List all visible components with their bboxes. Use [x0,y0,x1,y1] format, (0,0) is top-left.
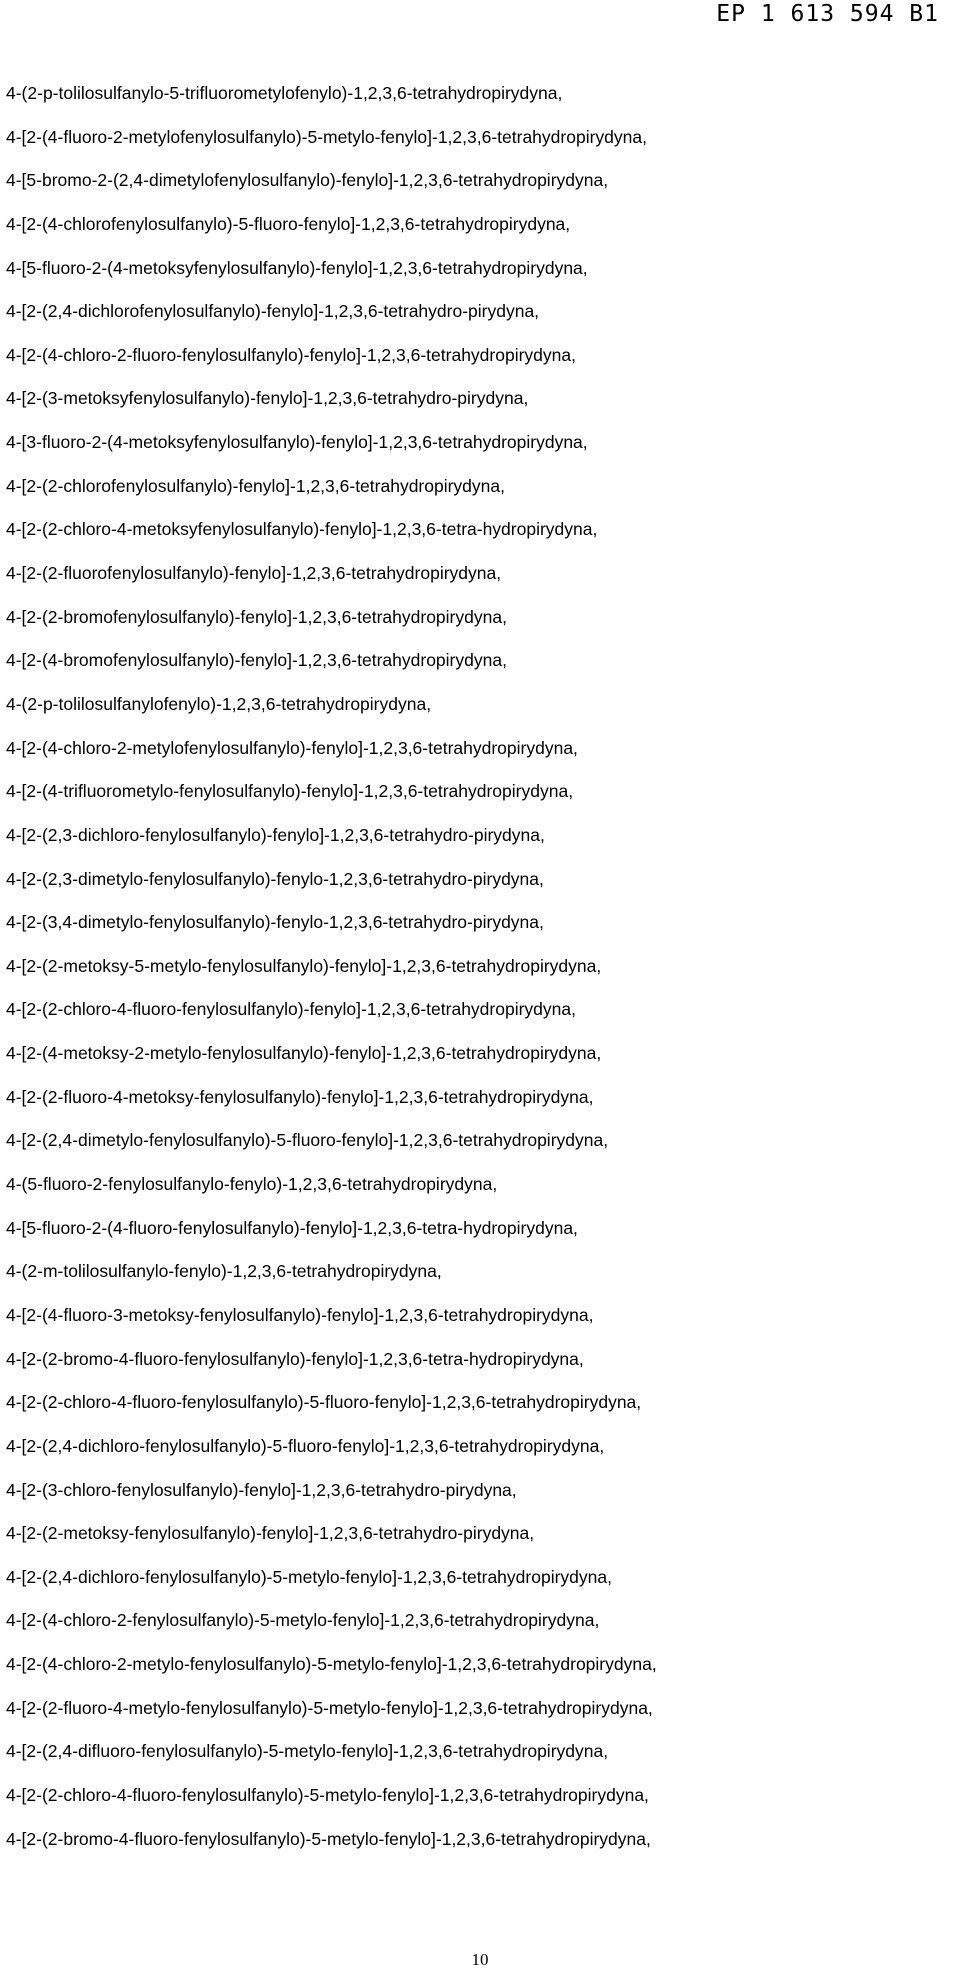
compound-item: 4-(2-p-tolilosulfanylo-5-trifluorometylofenylo)-1,2,3,6-tetrahydropirydyna, [6,83,563,103]
compound-item: 4-[2-(4-trifluorometylo-fenylosulfanylo)-fenylo]-1,2,3,6-tetrahydropirydyna, [6,781,574,802]
compound-item: 4-[2-(2-chlorofenylosulfanylo)-fenylo]-1,2,3,6-tetrahydropirydyna, [6,475,505,496]
compound-item: 4-[2-(2-metoksy-5-metylo-fenylosulfanylo)-fenylo]-1,2,3,6-tetrahydropirydyna, [6,955,602,976]
compound-item: 4-(2-m-tolilosulfanylo-fenylo)-1,2,3,6-tetrahydropirydyna, [6,1261,442,1282]
compound-item: 4-[2-(2-fluoro-4-metoksy-fenylosulfanylo)-fenylo]-1,2,3,6-tetrahydropirydyna, [6,1086,594,1107]
compound-item: 4-[2-(2-chloro-4-fluoro-fenylosulfanylo)-5-fluoro-fenylo]-1,2,3,6-tetrahydropirydyna, [6,1392,642,1413]
compound-item: 4-[2-(4-fluoro-2-metylofenylosulfanylo)-5-metylo-fenylo]-1,2,3,6-tetrahydropirydyna, [6,126,647,147]
compound-item: 4-[2-(2,4-dichloro-fenylosulfanylo)-5-fluoro-fenylo]-1,2,3,6-tetrahydropirydyna, [6,1435,605,1456]
compound-item: 4-[2-(3,4-dimetylo-fenylosulfanylo)-fenylo-1,2,3,6-tetrahydro-pirydyna, [6,912,544,933]
compound-item: 4-[5-fluoro-2-(4-metoksyfenylosulfanylo)-fenylo]-1,2,3,6-tetrahydropirydyna, [6,257,588,278]
compound-item: 4-[2-(4-chlorofenylosulfanylo)-5-fluoro-fenylo]-1,2,3,6-tetrahydropirydyna, [6,213,571,234]
compound-item: 4-[2-(2-metoksy-fenylosulfanylo)-fenylo]-1,2,3,6-tetrahydro-pirydyna, [6,1523,535,1544]
compound-item: 4-[2-(4-bromofenylosulfanylo)-fenylo]-1,2,3,6-tetrahydropirydyna, [6,650,507,671]
compound-item: 4-[2-(4-chloro-2-fluoro-fenylosulfanylo)-fenylo]-1,2,3,6-tetrahydropirydyna, [6,344,576,365]
compound-item: 4-(5-fluoro-2-fenylosulfanylo-fenylo)-1,2,3,6-tetrahydropirydyna, [6,1174,498,1195]
compound-item: 4-[2-(4-chloro-2-metylofenylosulfanylo)-fenylo]-1,2,3,6-tetrahydropirydyna, [6,737,578,758]
compound-item: 4-[2-(2-bromo-4-fluoro-fenylosulfanylo)-fenylo]-1,2,3,6-tetra-hydropirydyna, [6,1348,584,1369]
compound-item: 4-[2-(2,4-dichlorofenylosulfanylo)-fenylo]-1,2,3,6-tetrahydro-pirydyna, [6,301,540,322]
compound-item: 4-[2-(2-chloro-4-fluoro-fenylosulfanylo)-fenylo]-1,2,3,6-tetrahydropirydyna, [6,999,576,1020]
compound-item: 4-[2-(2-chloro-4-metoksyfenylosulfanylo)-fenylo]-1,2,3,6-tetra-hydropirydyna, [6,519,598,540]
patent-number-header: EP 1 613 594 B1 [716,1,939,27]
compound-item: 4-[3-fluoro-2-(4-metoksyfenylosulfanylo)-fenylo]-1,2,3,6-tetrahydropirydyna, [6,432,588,453]
compound-item: 4-[2-(2-fluoro-4-metylo-fenylosulfanylo)-5-metylo-fenylo]-1,2,3,6-tetrahydropirydyna, [6,1697,653,1718]
compound-item: 4-[2-(4-fluoro-3-metoksy-fenylosulfanylo)-fenylo]-1,2,3,6-tetrahydropirydyna, [6,1304,594,1325]
compound-item: 4-[2-(2,4-difluoro-fenylosulfanylo)-5-metylo-fenylo]-1,2,3,6-tetrahydropirydyna, [6,1741,609,1762]
compound-item: 4-[5-bromo-2-(2,4-dimetylofenylosulfanylo)-fenylo]-1,2,3,6-tetrahydropirydyna, [6,170,609,191]
compound-item: 4-(2-p-tolilosulfanylofenylo)-1,2,3,6-tetrahydropirydyna, [6,693,432,714]
compound-item: 4-[5-fluoro-2-(4-fluoro-fenylosulfanylo)-fenylo]-1,2,3,6-tetra-hydropirydyna, [6,1217,578,1238]
compound-item: 4-[2-(2-fluorofenylosulfanylo)-fenylo]-1,2,3,6-tetrahydropirydyna, [6,563,502,584]
compound-item: 4-[2-(4-chloro-2-fenylosulfanylo)-5-metylo-fenylo]-1,2,3,6-tetrahydropirydyna, [6,1610,600,1631]
compound-item: 4-[2-(2-bromo-4-fluoro-fenylosulfanylo)-5-metylo-fenylo]-1,2,3,6-tetrahydropirydyna, [6,1828,651,1849]
compound-item: 4-[2-(2,3-dimetylo-fenylosulfanylo)-fenylo-1,2,3,6-tetrahydro-pirydyna, [6,868,544,889]
compound-item: 4-[2-(4-chloro-2-metylo-fenylosulfanylo)-5-metylo-fenylo]-1,2,3,6-tetrahydropirydyna, [6,1654,657,1675]
compound-item: 4-[2-(2,3-dichloro-fenylosulfanylo)-fenylo]-1,2,3,6-tetrahydro-pirydyna, [6,824,545,845]
compound-item: 4-[2-(2-bromofenylosulfanylo)-fenylo]-1,2,3,6-tetrahydropirydyna, [6,606,507,627]
page-number: 10 [471,1950,489,1969]
compound-item: 4-[2-(4-metoksy-2-metylo-fenylosulfanylo)-fenylo]-1,2,3,6-tetrahydropirydyna, [6,1043,602,1064]
compound-list [6,82,956,1871]
compound-item: 4-[2-(2,4-dichloro-fenylosulfanylo)-5-metylo-fenylo]-1,2,3,6-tetrahydropirydyna, [6,1566,612,1587]
compound-item: 4-[2-(2,4-dimetylo-fenylosulfanylo)-5-fluoro-fenylo]-1,2,3,6-tetrahydropirydyna, [6,1130,609,1151]
compound-item: 4-[2-(3-metoksyfenylosulfanylo)-fenylo]-1,2,3,6-tetrahydro-pirydyna, [6,388,529,409]
compound-item: 4-[2-(2-chloro-4-fluoro-fenylosulfanylo)-5-metylo-fenylo]-1,2,3,6-tetrahydropirydyna, [6,1784,649,1805]
compound-item: 4-[2-(3-chloro-fenylosulfanylo)-fenylo]-1,2,3,6-tetrahydro-pirydyna, [6,1479,517,1500]
